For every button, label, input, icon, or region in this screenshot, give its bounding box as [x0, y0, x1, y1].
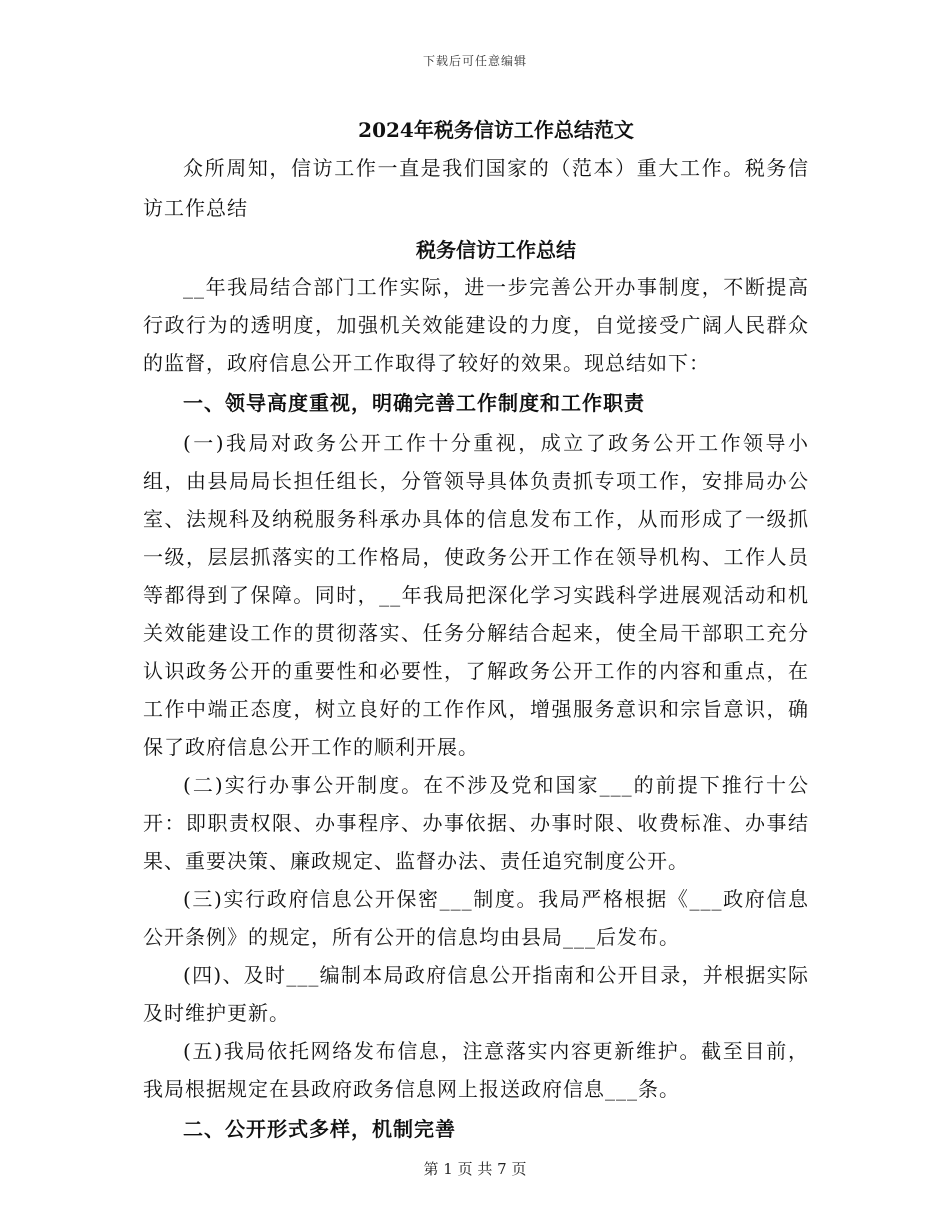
document-subtitle: 税务信访工作总结 — [416, 238, 576, 262]
opening-paragraph: __年我局结合部门工作实际，进一步完善公开办事制度，不断提高行政行为的透明度，加强机关效能建设的力度，自觉接受广阔人民群众的监督，政府信息公开工作取得了较好的效果。现总结如下： — [143, 275, 809, 375]
page-number-footer: 第 1 页 共 7 页 — [423, 1160, 527, 1178]
item-3-paragraph: (三)实行政府信息公开保密___制度。我局严格根据《___政府信息公开条例》的规定，所有公开的信息均由县局___后发布。 — [143, 887, 809, 949]
item-1-paragraph: (一)我局对政务公开工作十分重视，成立了政务公开工作领导小组，由县局局长担任组长，分管领导具体负责抓专项工作，安排局办公室、法规科及纳税服务科承办具体的信息发布工作，从而形成了一级抓一级，层层抓落实的工作格局，使政务公开工作在领导机构、工作人员等都得到了保障。同时，__年我局把深化学习实践科学进展观活动和机关效能建设工作的贯彻落实、任务分解结合起来，使全局干部职工充分认识政务公开的重要性和必要性，了解政务公开工作的内容和重点，在工作中端正态度，树立良好的工作作风，增强服务意识和宗旨意识，确保了政府信息公开工作的顺利开展。 — [143, 431, 809, 759]
section-2-heading: 二、公开形式多样，机制完善 — [183, 1117, 456, 1141]
item-5-paragraph: (五)我局依托网络发布信息，注意落实内容更新维护。截至目前，我局根据规定在县政府政务信息网上报送政府信息___条。 — [143, 1039, 809, 1101]
header-note: 下载后可任意编辑 — [422, 54, 527, 68]
document-body — [143, 112, 809, 1150]
intro-paragraph: 众所周知，信访工作一直是我们国家的（范本）重大工作。税务信访工作总结 — [143, 156, 809, 220]
section-1-heading: 一、领导高度重视，明确完善工作制度和工作职责 — [183, 391, 645, 415]
item-2-paragraph: (二)实行办事公开制度。在不涉及党和国家___的前提下推行十公开：即职责权限、办事程序、办事依据、办事时限、收费标准、办事结果、重要决策、廉政规定、监督办法、责任追究制度公开。 — [143, 773, 809, 873]
document-title: 2024年税务信访工作总结范文 — [358, 118, 634, 142]
item-4-paragraph: (四)、及时___编制本局政府信息公开指南和公开目录，并根据实际及时维护更新。 — [143, 963, 809, 1025]
